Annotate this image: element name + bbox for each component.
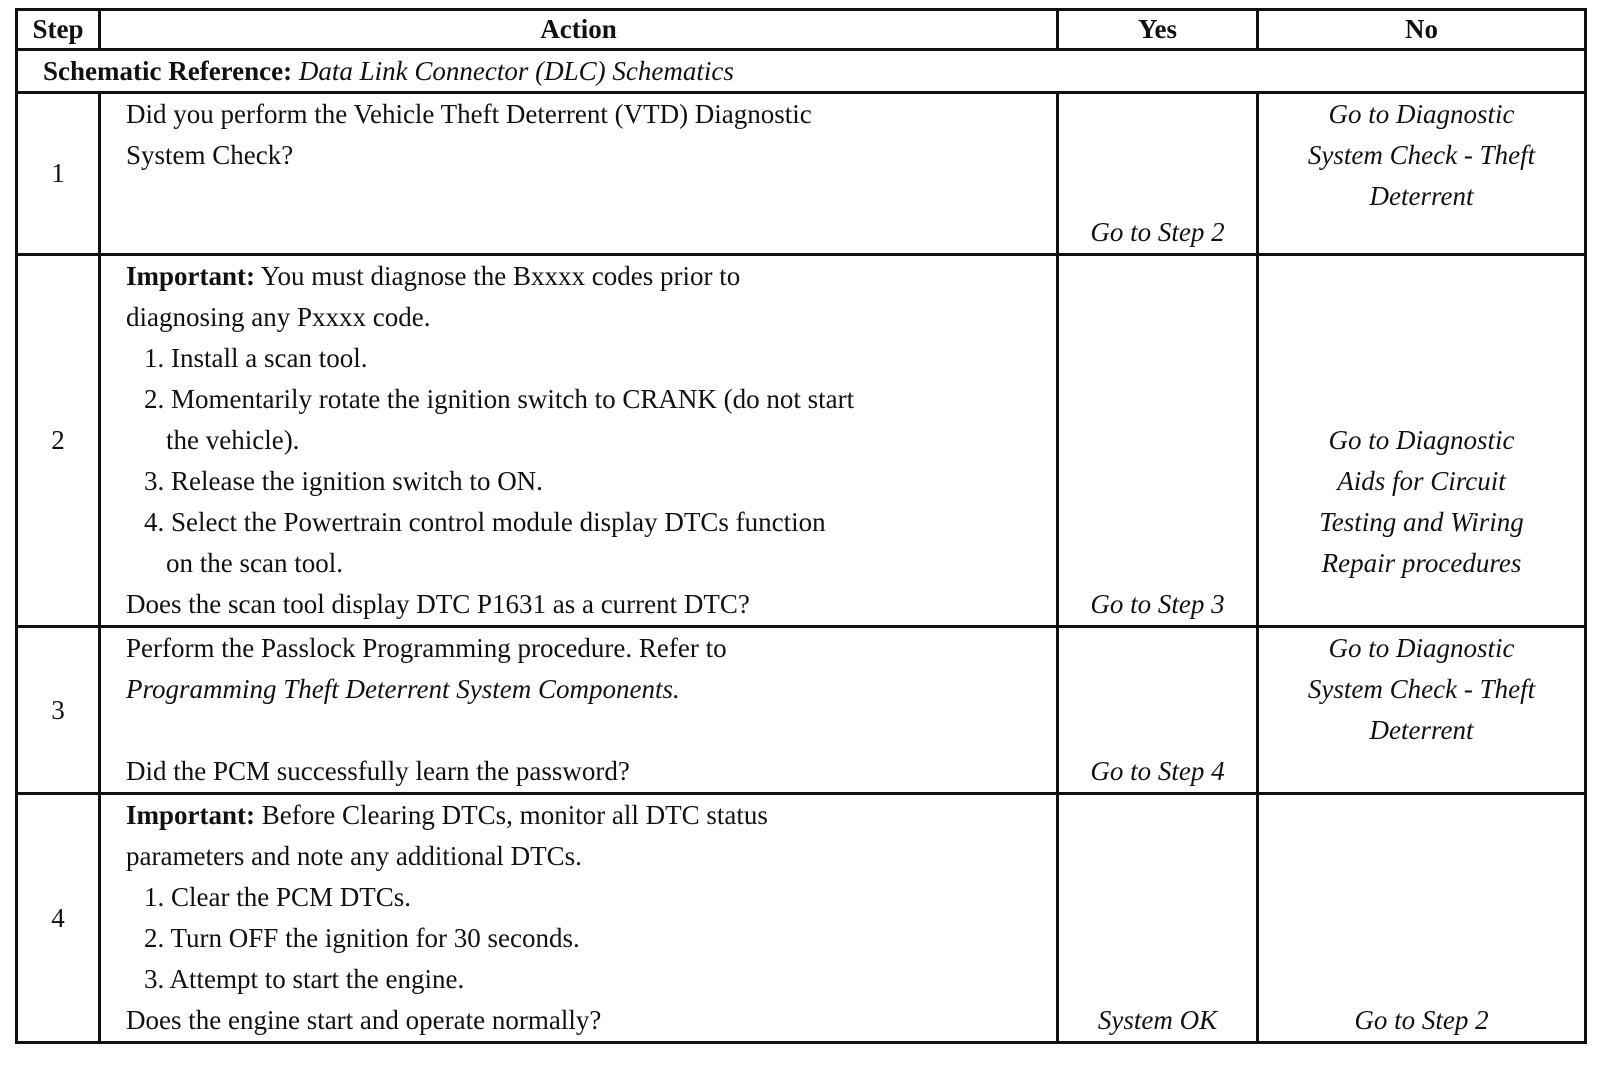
header-action: Action [100, 10, 1058, 50]
table-row [17, 93, 1586, 255]
step-action [100, 627, 1058, 794]
question: Does the engine start and operate normally? [126, 1005, 602, 1035]
step-yes[interactable]: Go to Step 3 [1058, 255, 1258, 627]
no-line: Testing and Wiring [1319, 507, 1524, 537]
procedure-item: 4. Select the Powertrain control module display DTCs function [144, 507, 826, 537]
header-yes: Yes [1058, 10, 1258, 50]
step-number: 3 [17, 627, 100, 794]
step-yes[interactable]: Go to Step 2 [1058, 93, 1258, 255]
step-action [100, 255, 1058, 627]
no-line: System Check - Theft [1307, 140, 1536, 170]
action-line: Perform the Passlock Programming procedure. Refer to [126, 633, 727, 663]
procedure-item: 2. Momentarily rotate the ignition switch to CRANK (do not start [144, 384, 855, 414]
step-no[interactable] [1258, 627, 1586, 794]
schematic-reference [17, 50, 1586, 93]
procedure-item: 3. Attempt to start the engine. [144, 964, 465, 994]
action-line: System Check? [126, 140, 294, 170]
schematic-link[interactable]: Data Link Connector (DLC) Schematics [298, 55, 734, 86]
question: Did the PCM successfully learn the password? [126, 756, 630, 786]
step-number: 1 [17, 93, 100, 255]
no-line: Go to Diagnostic [1328, 425, 1515, 455]
no-line: Go to Diagnostic [1328, 633, 1515, 663]
schematic-label: Schematic Reference: [43, 55, 293, 86]
no-line: System Check - Theft [1307, 674, 1536, 704]
important-line [126, 256, 1046, 297]
important-text: You must diagnose the Bxxxx codes prior to [260, 261, 741, 291]
diagnostic-table [15, 8, 1587, 1044]
spacer [126, 710, 1046, 751]
step-no[interactable]: Go to Step 2 [1258, 794, 1586, 1043]
step-action [100, 93, 1058, 255]
important-text-cont: parameters and note any additional DTCs. [126, 841, 582, 871]
procedure-item: 3. Release the ignition switch to ON. [144, 466, 543, 496]
header-no: No [1258, 10, 1586, 50]
table-row [17, 627, 1586, 794]
important-text-cont: diagnosing any Pxxxx code. [126, 302, 431, 332]
important-text: Before Clearing DTCs, monitor all DTC status [261, 800, 768, 830]
no-line: Repair procedures [1321, 548, 1522, 578]
no-line: Aids for Circuit [1337, 466, 1506, 496]
action-line: Did you perform the Vehicle Theft Deterrent (VTD) Diagnostic [126, 99, 812, 129]
step-yes[interactable]: Go to Step 4 [1058, 627, 1258, 794]
step-no[interactable] [1258, 255, 1586, 627]
table-row [17, 794, 1586, 1043]
important-label: Important: [126, 261, 255, 291]
step-number: 4 [17, 794, 100, 1043]
header-step: Step [17, 10, 100, 50]
step-action [100, 794, 1058, 1043]
procedure-item-cont: on the scan tool. [166, 548, 343, 578]
header-row [17, 10, 1586, 50]
important-label: Important: [126, 800, 255, 830]
schematic-row [17, 50, 1586, 93]
step-yes[interactable]: System OK [1058, 794, 1258, 1043]
procedure-item: 1. Clear the PCM DTCs. [144, 882, 411, 912]
procedure-item-cont: the vehicle). [166, 425, 300, 455]
table-row [17, 255, 1586, 627]
step-no[interactable] [1258, 93, 1586, 255]
procedure-item: 1. Install a scan tool. [144, 343, 368, 373]
no-line: Deterrent [1369, 715, 1474, 745]
step-number: 2 [17, 255, 100, 627]
no-line: Deterrent [1369, 181, 1474, 211]
question: Does the scan tool display DTC P1631 as a current DTC? [126, 589, 750, 619]
procedure-item: 2. Turn OFF the ignition for 30 seconds. [144, 923, 580, 953]
important-line [126, 795, 1046, 836]
no-line: Go to Diagnostic [1328, 99, 1515, 129]
reference-link[interactable]: Programming Theft Deterrent System Components. [126, 674, 680, 704]
